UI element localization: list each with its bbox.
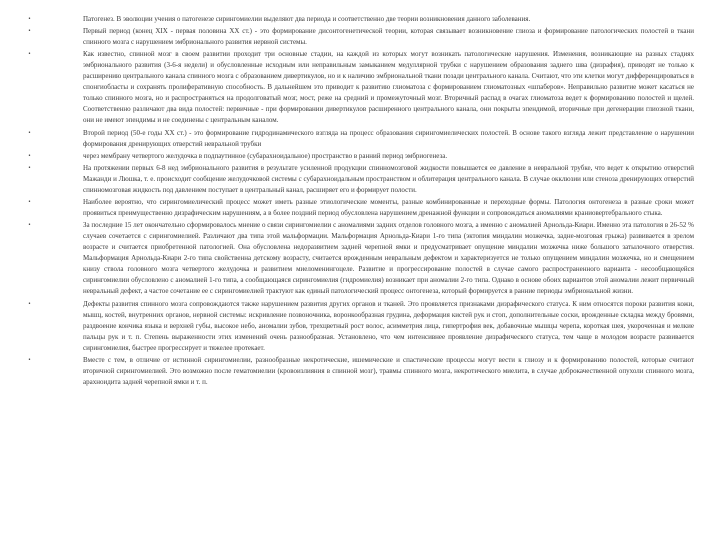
bullet-icon: • (28, 152, 31, 159)
paragraph-text: На протяжении первых 6-8 нед эмбрионального развития в результате усиленной продукции спинномозговой жидкости повышается ее давление в невральной трубке, что ведет к открытию отверстий Мажанди и Люшка, т. е. происходит сообщение желудочковой системы с субарахноидальным пространством и облитерация центрального канала. В случае окклюзии или стеноза дренирующих отверстий спинномозговая жидкость под давлением поступает в центральный канал, расширяет его и формирует полости. (83, 163, 694, 194)
list-item (28, 220, 694, 297)
paragraph-text: через мембрану четвертого желудочка в подпаутинное (субарахноидальное) пространство в ранний период эмбриогенеза. (83, 151, 448, 160)
bullet-icon: • (28, 300, 31, 307)
paragraph-text: Вместе с тем, в отличие от истинной сирингомиелии, разнообразные некротические, ишемические и спастические процессы могут вести к глиозу и к формированию полостей, которые считают вторичной сирингомиелией. Это возможно после гематомиелии (кровоизлияния в спинной мозг), травмы спинного мозга, некротического миелита, в случае доброкачественной опухоли спинного мозга, арахноидита задней черепной ямки и т. п. (83, 355, 694, 386)
list-item (28, 163, 694, 196)
list-item (28, 26, 694, 48)
bullet-icon: • (28, 199, 31, 206)
bullet-icon: • (28, 129, 31, 136)
paragraph-text: За последние 15 лет окончательно сформировалось мнение о связи сирингомиелии с аномалиями задних отделов головного мозга, а именно с аномалией Арнольда-Киари. Именно эта патология в 26-52 % случаев сочетается с сирингомиелией. Различают два типа этой мальформации. Мальформация Арнольда-Киари 1-го типа (эктопия миндалин мозжечка, задне-мозговая грыжа) развивается в зрелом возрасте и считается приобретенной патологией. Она обусловлена недоразвитием задней черепной ямки и предусматривает опущение миндалин мозжечка ниже большого затылочного отверстия. Мальформация Арнольда-Киари 2-го типа свойственна детскому возрасту, считается врожденным невральным дефектом и характеризуется не только опущением миндалин мозжечка, но и смещением книзу ствола головного мозга четвертого желудочка и развитием миеломенингоцеле. Развитие и прогрессирование полостей в случае самого распространенного варианта - несообщающейся сирингомиелии обусловлено с аномалией 1-го типа, а сообщающаяся сирингомиелия (гидромиелия) возникает при аномалии 2-го типа. Однако в основе обоих вариантов этой аномалии лежит первичный невральный дефект, а частое сочетание ее с сирингомиелией трактуют как единый патологический процесс онтогенеза, который формируется в ранние периоды эмбриональной жизни. (83, 221, 694, 296)
bullet-icon: • (28, 222, 31, 229)
paragraph-text: Второй период (50-е годы XX ст.) - это формирование гидродинамического взгляда на процесс образования сирингомиелических полостей. В основе такого взгляда лежит представление о нарушении формирования дренирующих отверстий невральной трубки (83, 128, 694, 148)
list-item (28, 128, 694, 150)
bullet-icon: • (28, 28, 31, 35)
list-item (28, 151, 694, 162)
list-item (28, 197, 694, 219)
bullet-list (28, 14, 694, 389)
paragraph-text: Дефекты развития спинного мозга сопровождаются также нарушением развития других органов и тканей. Это проявляется признаками дизрафического статуса. К ним относятся пороки развития кожи, мышц, костей, внутренних органов, нервной системы: искривление позвоночника, воронкообразная грудина, деформация кистей рук и стоп, дополнительные соски, врожденные складка между бровями, раздвоение кончика языка и верхней губы, высокое небо, аномалии зубов, трехцветный рост волос, асимметрия лица, гипертрофия век, добавочные мышцы черепа, короткая шея, укороченная и мелкие пальцы рук и т. п. Степень выраженности этих изменений очень разнообразная. Установлено, что чем интенсивнее проявление дизрафического статуса, тем чаще в молодом возрасте развивается сирингомиелия, быстрее прогрессирует и тяжелее протекает. (83, 299, 694, 352)
list-item (28, 355, 694, 388)
bullet-icon: • (28, 164, 31, 171)
paragraph-text: Первый период (конец XIX - первая половина XX ст.) - это формирование дисонтогенетической теории, которая связывает возникновение глиоза и формирование патологических полостей в ткани спинного мозга с нарушением эмбрионального развития нервной системы. (83, 27, 694, 47)
paragraph-text: Наиболее вероятно, что сирингомиелический процесс может иметь разные этиологические моменты, разные комбинированные и переходные формы. Патология онтогенеза в разные сроки может проявиться преимущественно дизрафическим нарушениям, а в более поздний период обусловлена нарушением дренажной функции и сопровождаться аномалиями краниовертебрального стыка. (83, 198, 694, 218)
paragraph-text: Как известно, спинной мозг в своем развитии проходит три основные стадии, на каждой из которых могут возникать патологические нарушения. Изменения, возникающие на разных стадиях эмбрионального развития (3-6-я недели) и обусловленные исходным или неправильным замыканием медуллярной трубки с нарушением образования заднего шва (дизрафия), приводят не только к расширению центрального канала спинного мозга с образованием дивертикулов, но и к наличию эмбриональной ткани позади центрального канала. Считают, что эти клетки могут дифференцироваться в спонгиобласты и сохранять пролиферативную способность. В дальнейшем это приводит к развитию глиоматоза с формированием глиоматозных «шпаберов». Неправильно развитие может касаться не только спинного мозга, но и распространяться на продолговатый мозг, мост, реже на средний и промежуточный мозг. Вторичный распад в очагах глиоматоза ведет к формированию полостей и щелей. Соответственно различают два вида полостей: первичные - при формировании дивертикулов расширенного центрального канала, они покрыты эпендимой, вторичные при дегенерации глиозной ткани, они не имеют эпендимы и не соединены с центральным каналом. (83, 50, 694, 125)
bullet-icon: • (28, 16, 31, 22)
list-item (28, 299, 694, 354)
list-item (28, 14, 694, 25)
bullet-icon: • (28, 356, 31, 363)
list-item (28, 49, 694, 126)
bullet-icon: • (28, 51, 31, 58)
paragraph-text: Патогенез. В эволюции учения о патогенезе сирингомиелии выделяют два периода и соответственно две теории возникновения данного заболевания. (83, 15, 531, 23)
